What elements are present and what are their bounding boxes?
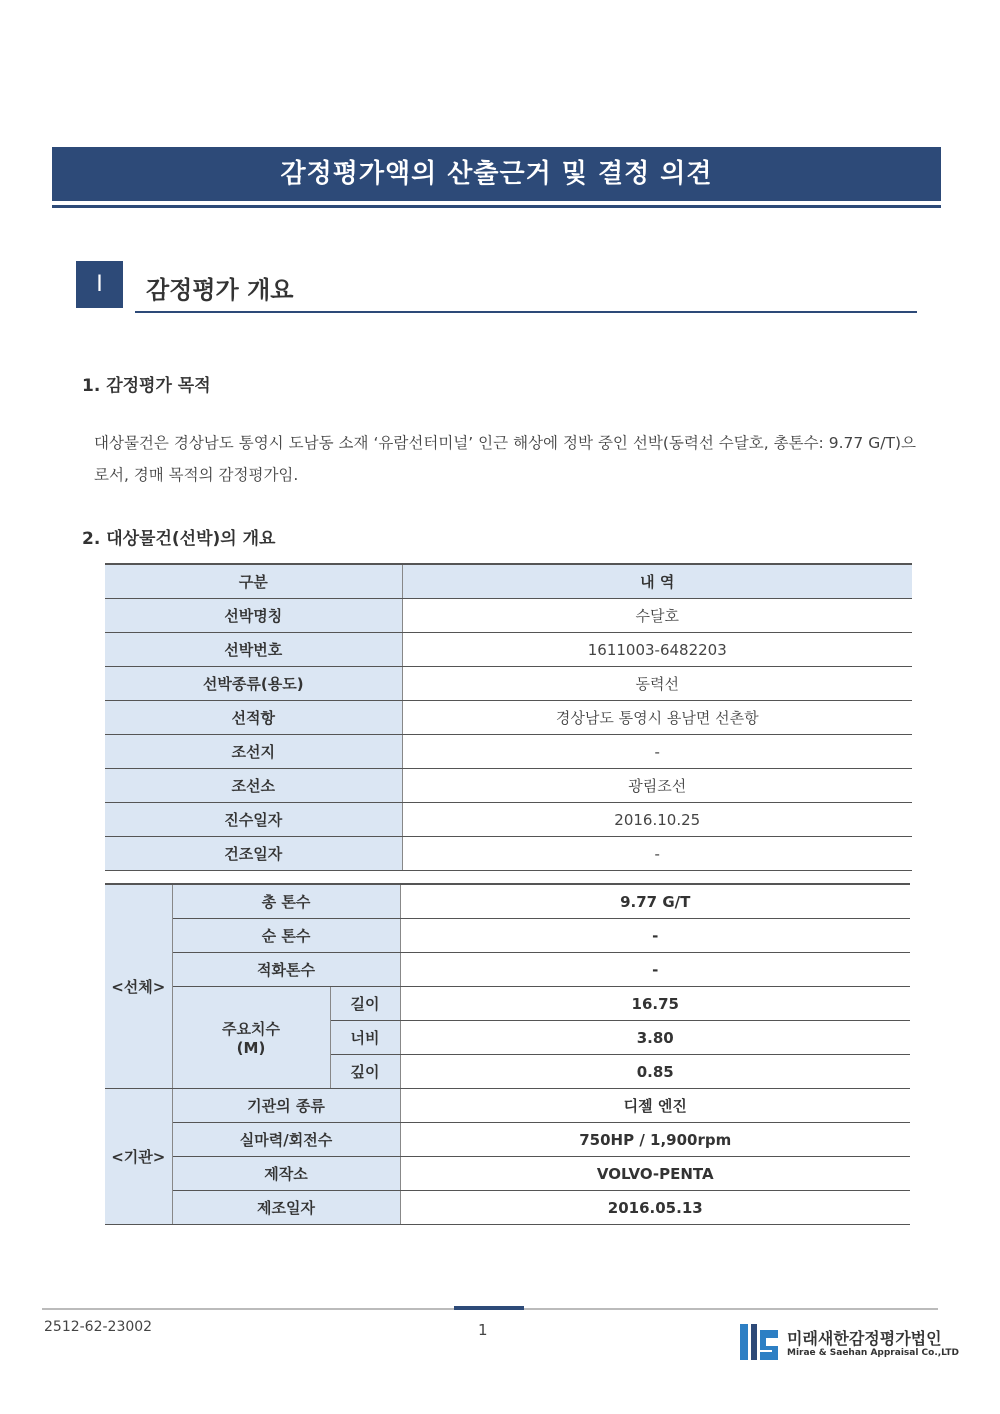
row-label: 진수일자 <box>105 803 402 837</box>
page-banner-title: 감정평가액의 산출근거 및 결정 의견 <box>52 147 941 201</box>
table-row <box>105 1157 910 1191</box>
row-label: 선적항 <box>105 701 402 735</box>
row-value: 2016.05.13 <box>400 1191 910 1225</box>
table-row <box>105 633 912 667</box>
row-label: 선박종류(용도) <box>105 667 402 701</box>
row-value: 0.85 <box>400 1055 910 1089</box>
table-row <box>105 599 912 633</box>
row-value: 3.80 <box>400 1021 910 1055</box>
row-value: 1611003-6482203 <box>402 633 912 667</box>
row-value: 경상남도 통영시 용남면 선촌항 <box>402 701 912 735</box>
row-value: 동력선 <box>402 667 912 701</box>
row-label: 선박명칭 <box>105 599 402 633</box>
table-row <box>105 803 912 837</box>
vessel-overview-table <box>105 563 912 871</box>
row-label: 너비 <box>330 1021 400 1055</box>
header-category: 구분 <box>105 564 402 599</box>
dimensions-label <box>172 987 330 1089</box>
row-value: 디젤 엔진 <box>400 1089 910 1123</box>
row-label: 총 톤수 <box>172 884 400 919</box>
row-label: 선박번호 <box>105 633 402 667</box>
row-label: 기관의 종류 <box>172 1089 400 1123</box>
row-value: VOLVO-PENTA <box>400 1157 910 1191</box>
table-header-row <box>105 564 912 599</box>
row-value: - <box>402 837 912 871</box>
row-label: 건조일자 <box>105 837 402 871</box>
table-row <box>105 919 910 953</box>
document-id: 2512-62-23002 <box>44 1319 153 1335</box>
subsection-purpose-title: 1. 감정평가 목적 <box>82 376 211 396</box>
row-label: 조선지 <box>105 735 402 769</box>
banner-underline <box>52 205 941 208</box>
table-row <box>105 953 910 987</box>
section-underline <box>135 311 917 313</box>
row-value: 9.77 G/T <box>400 884 910 919</box>
table-row <box>105 1123 910 1157</box>
company-name-english: Mirae & Saehan Appraisal Co.,LTD <box>787 1348 960 1358</box>
table-row <box>105 1191 910 1225</box>
row-value: - <box>402 735 912 769</box>
row-label: 순 톤수 <box>172 919 400 953</box>
row-label: 제조일자 <box>172 1191 400 1225</box>
row-value: 750HP / 1,900rpm <box>400 1123 910 1157</box>
table-row <box>105 701 912 735</box>
row-label: 조선소 <box>105 769 402 803</box>
section-number: I <box>76 261 123 308</box>
row-value: - <box>400 953 910 987</box>
header-details: 내 역 <box>402 564 912 599</box>
hull-group-label: <선체> <box>105 884 172 1089</box>
dimensions-title: 주요치수 <box>222 1020 280 1038</box>
table-row <box>105 987 910 1021</box>
company-name-korean: 미래새한감정평가법인 <box>787 1329 942 1348</box>
row-label: 적화톤수 <box>172 953 400 987</box>
vessel-spec-table <box>105 883 910 1225</box>
row-value: - <box>400 919 910 953</box>
row-label: 깊이 <box>330 1055 400 1089</box>
company-logo-icon <box>740 1322 780 1362</box>
row-value: 2016.10.25 <box>402 803 912 837</box>
subsection-overview-title: 2. 대상물건(선박)의 개요 <box>82 529 276 549</box>
page-number: 1 <box>478 1321 488 1339</box>
row-label: 실마력/회전수 <box>172 1123 400 1157</box>
engine-group-label: <기관> <box>105 1089 172 1225</box>
row-value: 광림조선 <box>402 769 912 803</box>
table-row <box>105 667 912 701</box>
row-value: 16.75 <box>400 987 910 1021</box>
table-row <box>105 735 912 769</box>
dimensions-unit: (M) <box>236 1039 266 1057</box>
table-row <box>105 837 912 871</box>
table-row <box>105 884 910 919</box>
row-label: 길이 <box>330 987 400 1021</box>
section-title: 감정평가 개요 <box>146 276 294 304</box>
table-row <box>105 769 912 803</box>
footer-accent-bar <box>454 1306 524 1310</box>
row-label: 제작소 <box>172 1157 400 1191</box>
purpose-paragraph: 대상물건은 경상남도 통영시 도남동 소재 ‘유람선터미널’ 인근 해상에 정박 중인 선박(동력선 수달호, 총톤수: 9.77 G/T)으로서, 경매 목적의 감정평가임. <box>94 434 916 484</box>
table-row <box>105 1089 910 1123</box>
row-value: 수달호 <box>402 599 912 633</box>
